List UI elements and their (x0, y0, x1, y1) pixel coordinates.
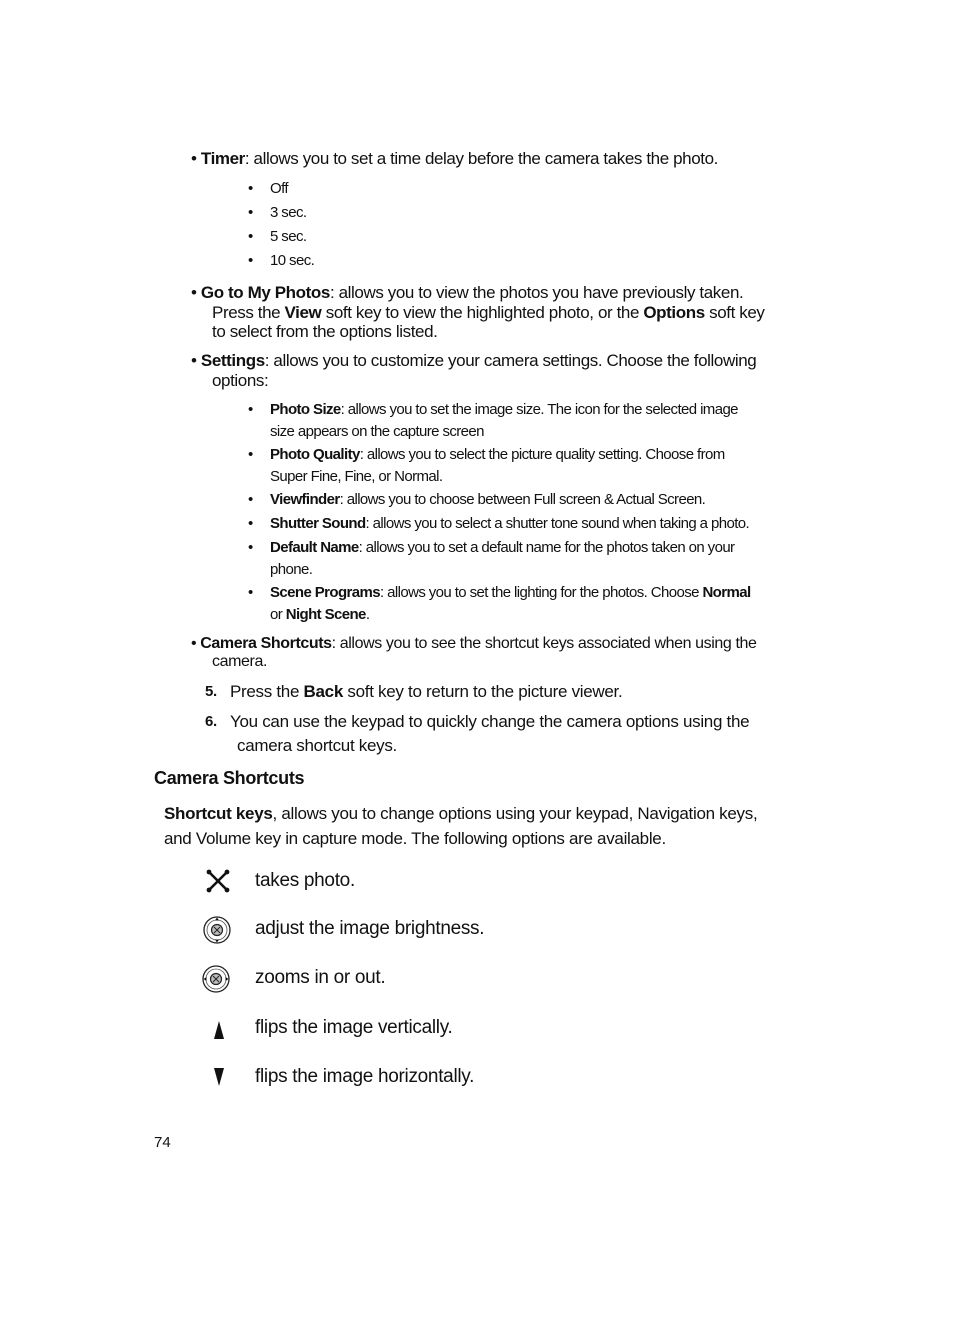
section-heading: Camera Shortcuts (154, 768, 305, 788)
manual-page: • Timer: allows you to set a time delay before the camera takes the photo. • Off • 3 sec. • 5 sec. • 10 sec. • Go to My Photos: allows you to view the photos you have previously taken. Press the View soft key to view the highlighted photo, or the Options soft key to select from the options listed. • Settings: allows you to customize your camera settings. Choose the following options: • Photo Size: allows you to set the image size. The icon for the selected image size appears on the capture screen • Photo Quality: allows you to select the picture quality setting. Choose from Super Fine, Fine, or Normal. • Viewfinder: allows you to choose between Full screen & Actual Screen. • Shutter Sound: allows you to select a shutter tone sound when taking a photo. • Default Name: allows you to set a default name for the photos taken on your phone. • Scene Programs: allows you to set the lighting for the photos. Choose Normal or Night Scene. • Camera Shortcuts: allows you to see the shortcut keys associated when using the camera. 5. Press the Back soft key to return to the picture viewer. 6. You can use the keypad to quickly change the camera options using the camera shortcut keys. Camera Shortcuts Shortcut keys, allows you to change options using your keypad, Navigation keys, and Volume key in capture mode. The following options are available. takes photo. adjust the image brightness. zooms in or out. flips the image vertically. flips the image horizontally. 74 (0, 0, 954, 1319)
timer-desc: : allows you to set a time delay before the camera takes the photo. (244, 149, 718, 168)
bullet: • (191, 351, 197, 370)
shortcut-keys-label: Shortcut keys (164, 804, 273, 823)
settings-label: Settings (200, 351, 265, 370)
view-key-label: View (284, 302, 322, 322)
timer-item (191, 149, 718, 169)
settings-item: • Settings: allows you to customize your camera settings. Choose the following options: (191, 351, 757, 390)
camera-key-icon (200, 866, 234, 898)
options-key-label: Options (643, 302, 705, 322)
camera-shortcuts-label: Camera Shortcuts (200, 635, 332, 652)
go-to-photos-label: Go to My Photos (200, 283, 330, 302)
volume-up-icon (200, 1013, 234, 1045)
camera-shortcuts-item: • Camera Shortcuts: allows you to see the shortcut keys associated when using the camera. (191, 635, 757, 670)
bullet: • (191, 283, 197, 302)
nav-key-leftright-icon (200, 963, 234, 995)
bullet: • (191, 149, 197, 168)
timer-label: Timer (200, 149, 245, 168)
section-paragraph: Shortcut keys, allows you to change options using your keypad, Navigation keys, and Volume key in capture mode. The following options are available. (164, 804, 758, 848)
volume-down-icon (200, 1062, 234, 1094)
page-number: 74 (154, 1134, 171, 1151)
back-key-label: Back (303, 682, 343, 701)
nav-key-updown-icon (200, 914, 234, 946)
bullet: • (191, 635, 197, 652)
go-to-photos-item: • Go to My Photos: allows you to view the photos you have previously taken. Press the View soft key to view the highlighted photo, or the Options soft key to select from the options listed. (191, 283, 765, 341)
